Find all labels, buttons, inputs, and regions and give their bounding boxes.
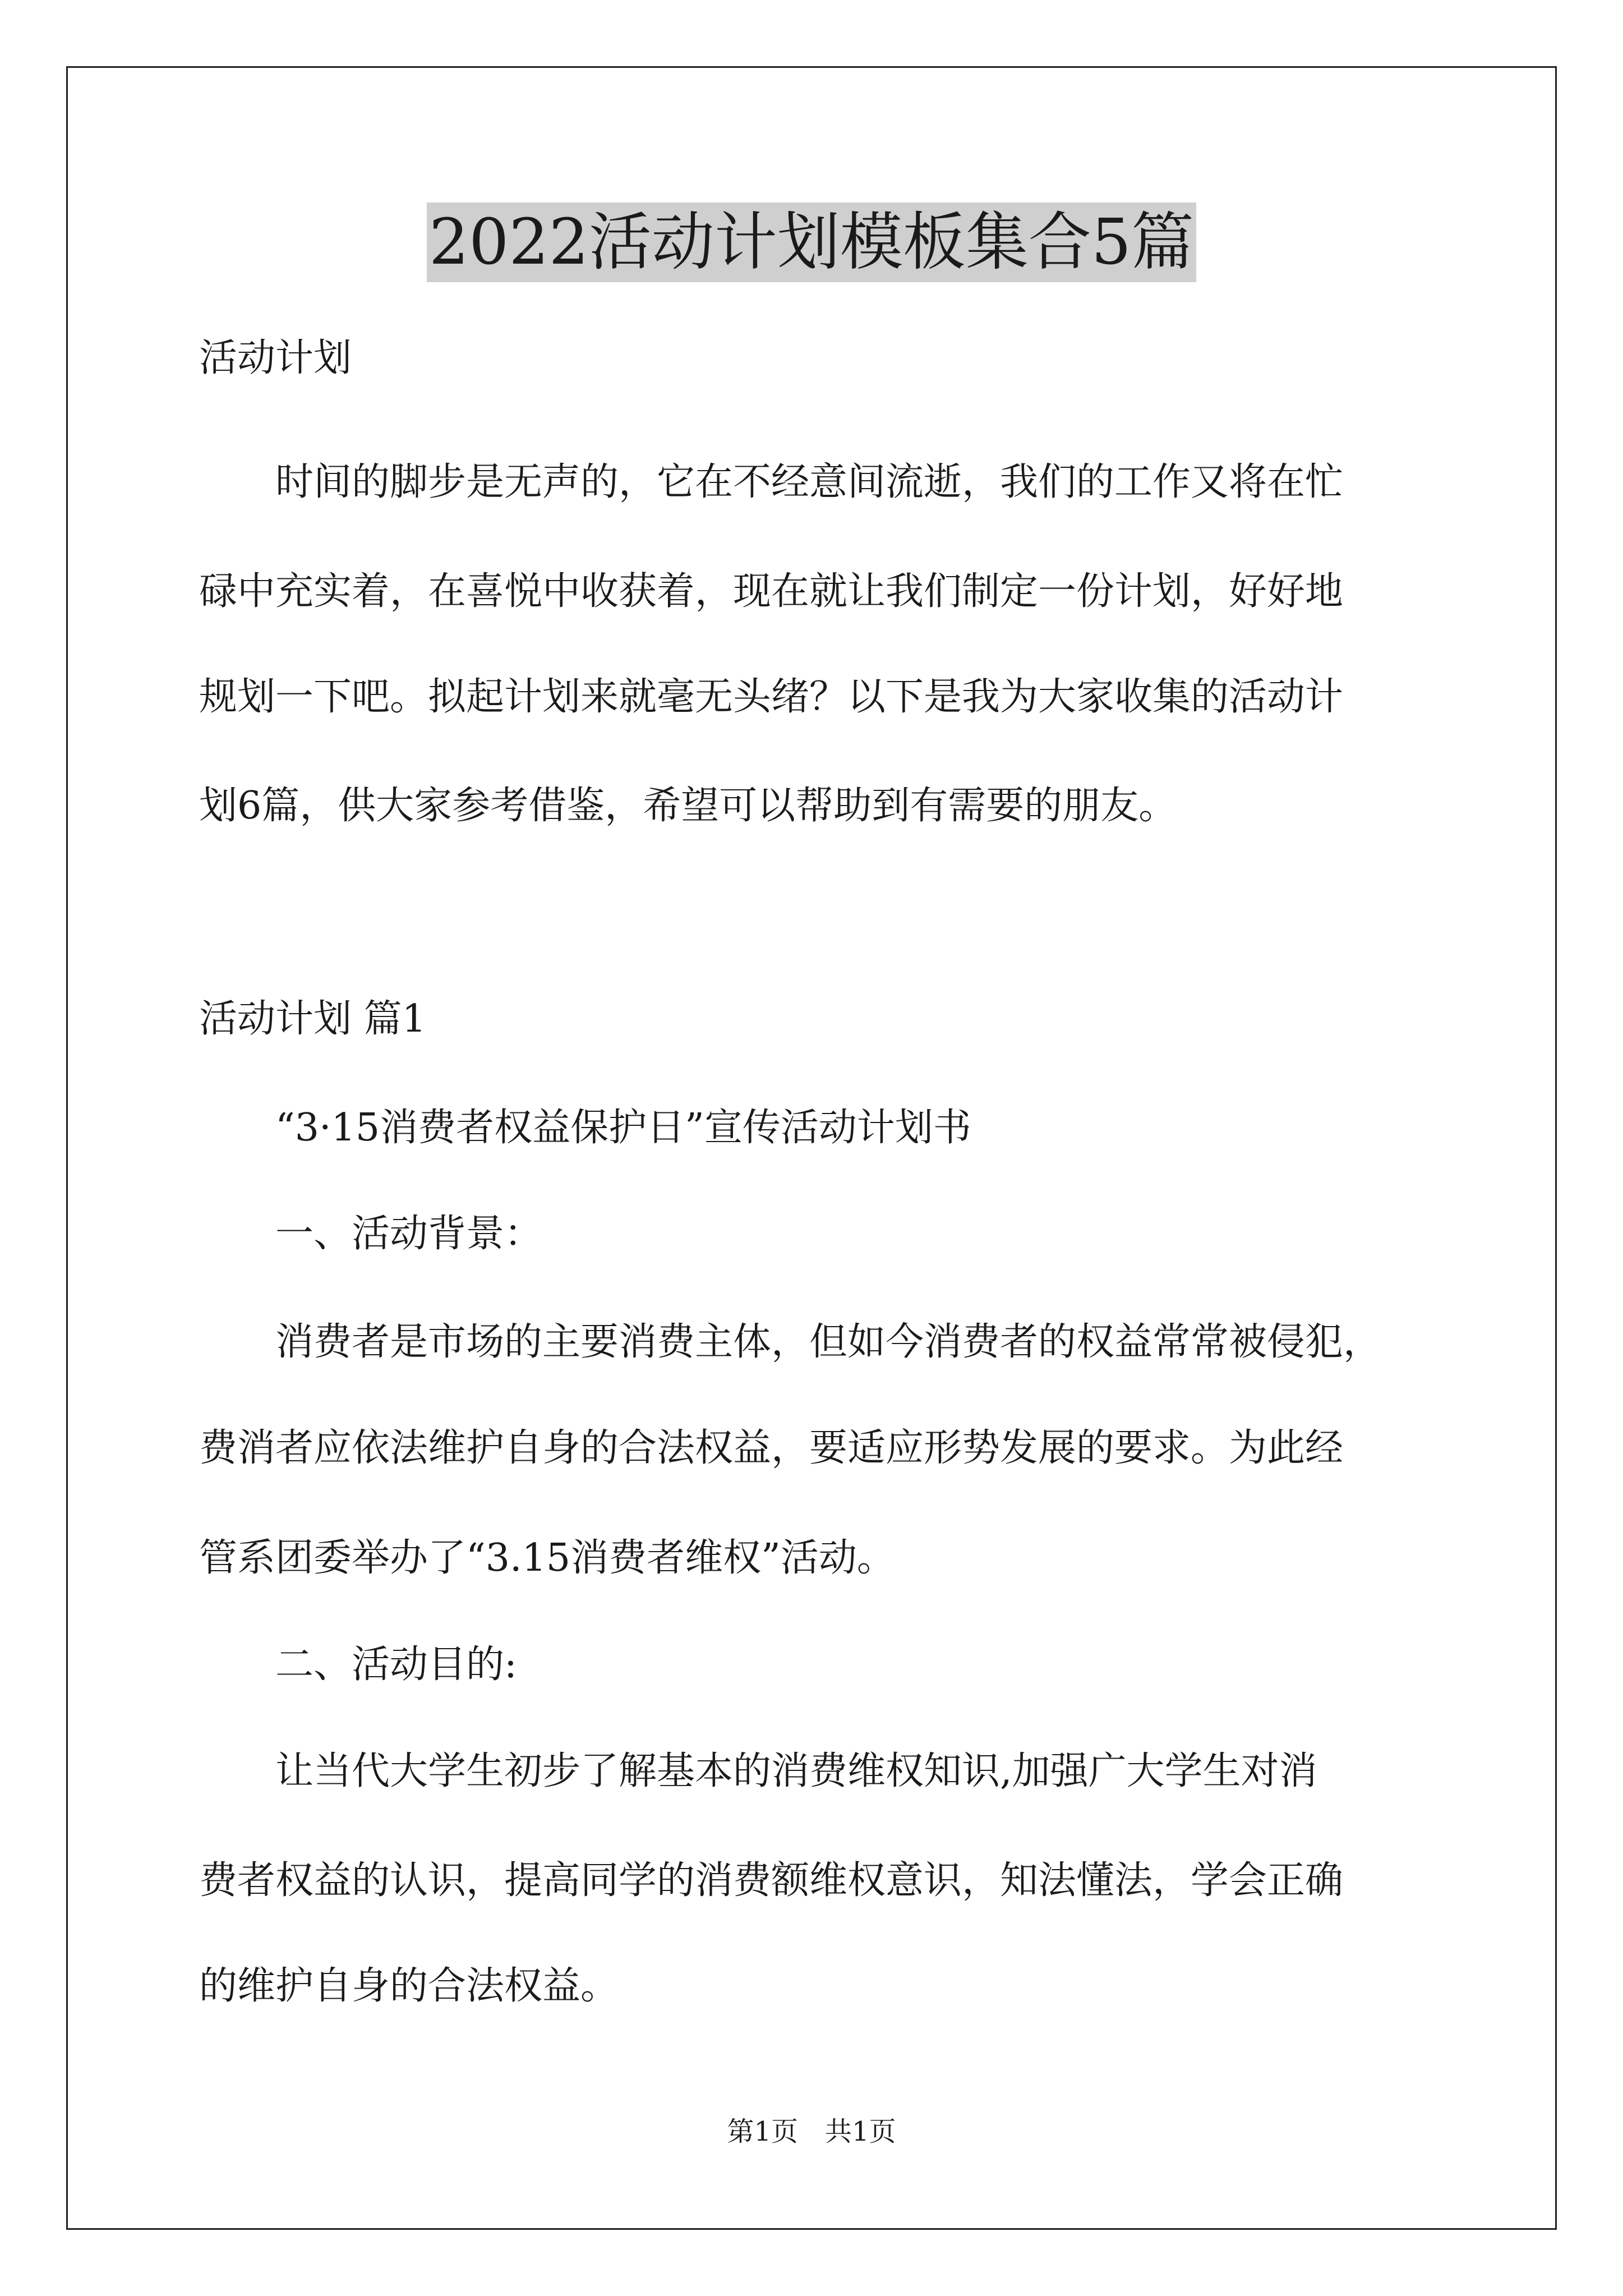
purpose-line-3: 的维护自身的合法权益。 xyxy=(199,1964,619,2008)
section-heading-intro: 活动计划 xyxy=(199,336,352,380)
purpose-line-1: 让当代大学生初步了解基本的消费维权知识,加强广大学生对消 xyxy=(199,1749,1317,1793)
plan-title: “3·15消费者权益保护日”宣传活动计划书 xyxy=(199,1106,971,1150)
intro-line-3: 规划一下吧。拟起计划来就毫无头绪？以下是我为大家收集的活动计 xyxy=(199,675,1344,719)
section-heading-part1: 活动计划 篇1 xyxy=(199,997,426,1041)
document-title-text: 2022活动计划模板集合5篇 xyxy=(427,203,1196,282)
purpose-line-2: 费者权益的认识，提高同学的消费额维权意识，知法懂法，学会正确 xyxy=(199,1858,1344,1903)
intro-line-2: 碌中充实着，在喜悦中收获着，现在就让我们制定一份计划，好好地 xyxy=(199,569,1344,614)
background-line-2: 费消者应依法维护自身的合法权益，要适应形势发展的要求。为此经 xyxy=(199,1426,1344,1470)
intro-line-4: 划6篇，供大家参考借鉴，希望可以帮助到有需要的朋友。 xyxy=(199,784,1177,828)
intro-line-1: 时间的脚步是无声的，它在不经意间流逝，我们的工作又将在忙 xyxy=(199,460,1344,504)
background-line-1: 消费者是市场的主要消费主体，但如今消费者的权益常常被侵犯， xyxy=(199,1320,1382,1364)
background-line-3: 管系团委举办了“3.15消费者维权”活动。 xyxy=(199,1536,895,1580)
page-footer: 第1页 共1页 xyxy=(727,2116,896,2147)
heading-background: 一、活动背景： xyxy=(199,1212,543,1256)
document-title xyxy=(0,203,1623,282)
heading-purpose: 二、活动目的: xyxy=(199,1642,517,1687)
